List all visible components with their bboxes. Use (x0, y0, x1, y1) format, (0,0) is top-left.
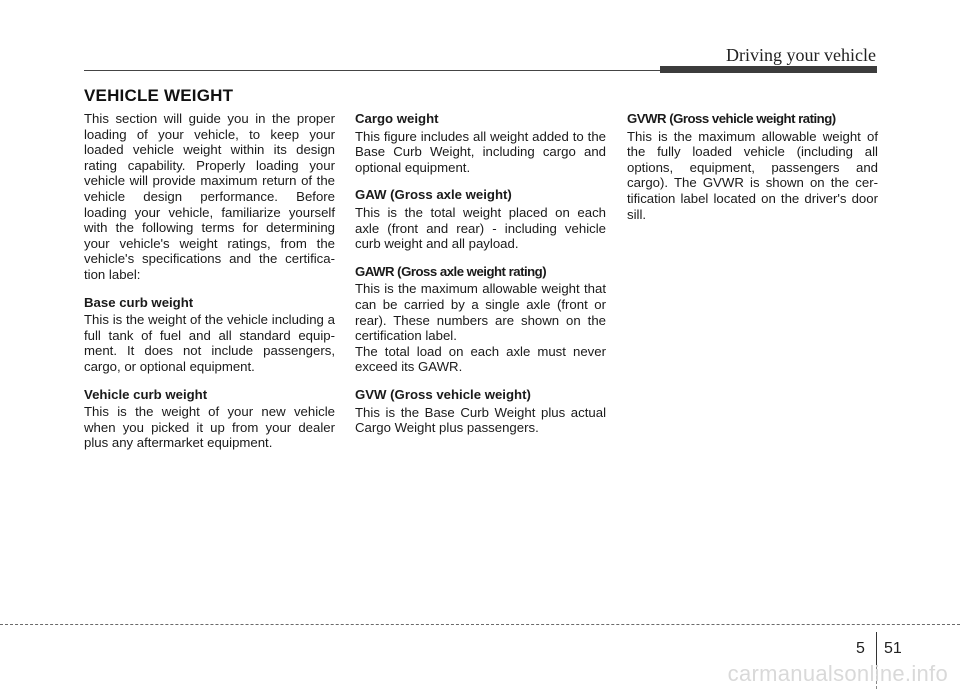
section-number: 5 (856, 640, 865, 657)
text-column-1 (84, 111, 335, 451)
paragraph-base-curb-weight: This is the weight of the vehicle including a full tank of fuel and all standard equip-ment. It does not include passengers, cargo, or optional equipment. (84, 312, 335, 374)
text-column-3 (627, 111, 878, 222)
paragraph-vehicle-curb-weight: This is the weight of your new vehicle when you picked it up from your dealer plus any aftermarket equipment. (84, 404, 335, 451)
chapter-title: Driving your vehicle (726, 45, 876, 65)
paragraph-cargo-weight: This figure includes all weight added to the Base Curb Weight, including cargo and optional equipment. (355, 128, 606, 175)
page-number: 51 (884, 640, 902, 657)
subheading-gawr: GAWR (Gross axle weight rating) (355, 263, 547, 279)
paragraph-gvw: This is the Base Curb Weight plus actual Cargo Weight plus passengers. (355, 404, 606, 436)
subheading-vehicle-curb-weight: Vehicle curb weight (84, 386, 208, 402)
section-title: VEHICLE WEIGHT (84, 86, 234, 105)
paragraph-gawr-note: The total load on each axle must never exceed its GAWR. (355, 343, 606, 375)
text-column-2 (355, 111, 606, 436)
subheading-gaw: GAW (Gross axle weight) (355, 187, 512, 203)
intro-paragraph: This section will guide you in the proper loading of your vehicle, to keep your loaded vehicle weight within its design rating capability. Properly loading your vehicle will provide maximum return of the vehicle design performance. Before loading your vehicle, familiarize yourself with the following terms for determining your vehicle's weight ratings, from the vehicle's specifications and the certifica-tion label: (84, 111, 335, 282)
paragraph-gaw: This is the total weight placed on each axle (front and rear) - including vehicle curb weight and all payload. (355, 204, 606, 252)
subheading-gvwr: GVWR (Gross vehicle weight rating) (627, 111, 836, 126)
header-rule (84, 70, 662, 71)
paragraph-gawr: This is the maximum allowable weight that can be carried by a single axle (front or rear). These numbers are shown on the certification label. (355, 281, 606, 344)
paragraph-gvwr: This is the maximum allowable weight of the fully loaded vehicle (including all options, equipment, passengers and cargo). The GVWR is shown on the cer-tification label located on the driver's door sill. (627, 128, 878, 222)
footer-rule (0, 624, 960, 625)
subheading-base-curb-weight: Base curb weight (84, 294, 194, 310)
subheading-gvw: GVW (Gross vehicle weight) (355, 386, 531, 402)
header-accent-bar (660, 66, 877, 73)
subheading-cargo-weight: Cargo weight (355, 111, 439, 126)
watermark: carmanualsonline.info (727, 661, 948, 686)
